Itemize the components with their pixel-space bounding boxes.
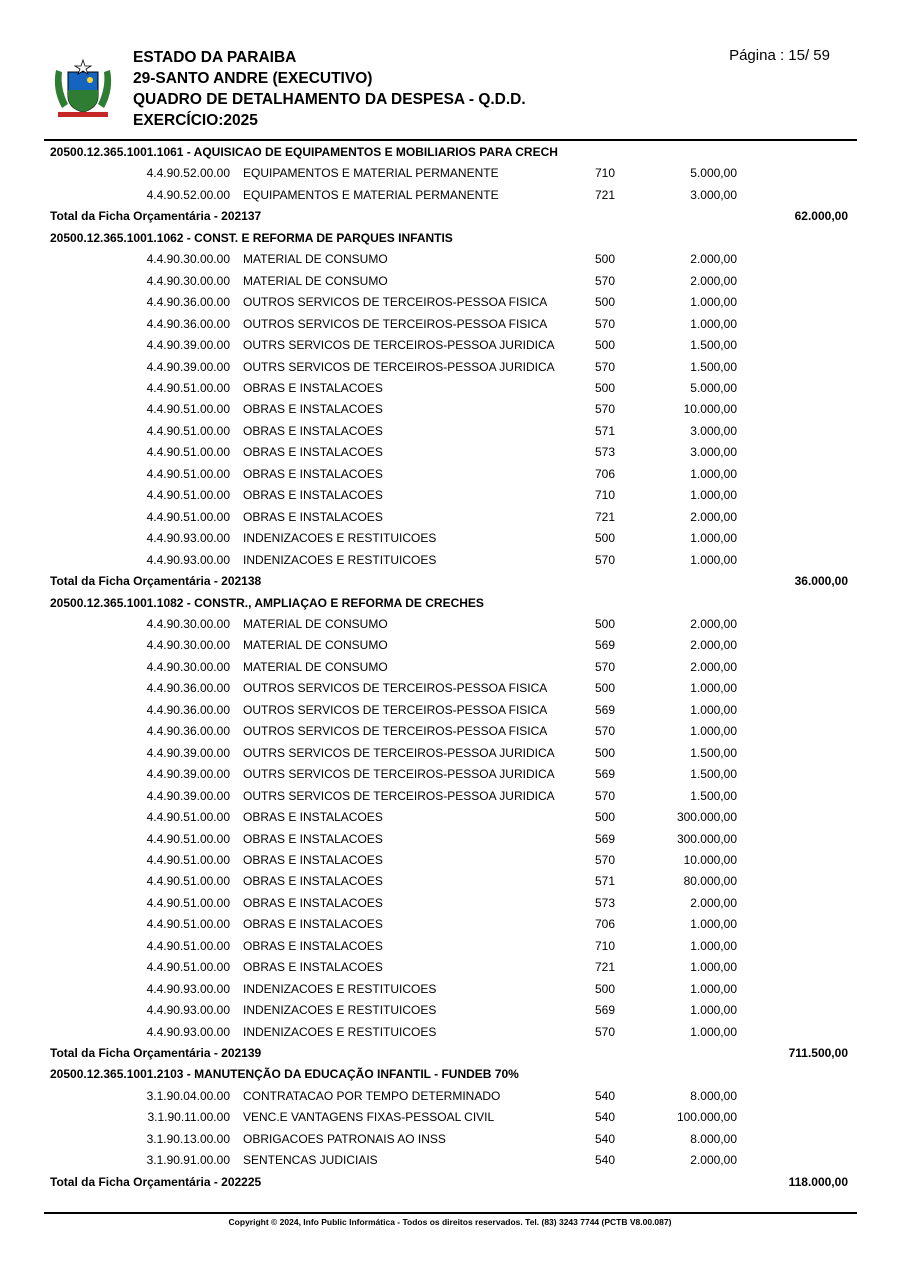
amount: 2.000,00 bbox=[690, 616, 737, 631]
resource-source: 500 bbox=[595, 981, 616, 996]
expense-description: MATERIAL DE CONSUMO bbox=[243, 252, 388, 267]
amount: 2.000,00 bbox=[690, 1153, 737, 1168]
expense-description: OBRAS E INSTALACOES bbox=[243, 895, 383, 910]
resource-source: 569 bbox=[595, 702, 616, 717]
amount: 10.000,00 bbox=[683, 402, 737, 417]
expense-description: OUTRS SERVICOS DE TERCEIROS-PESSOA JURIDICA bbox=[243, 767, 555, 782]
table-row bbox=[50, 764, 850, 785]
resource-source: 500 bbox=[595, 338, 616, 353]
amount: 1.000,00 bbox=[690, 295, 737, 310]
resource-source: 570 bbox=[595, 402, 616, 417]
amount: 1.000,00 bbox=[690, 1003, 737, 1018]
amount: 2.000,00 bbox=[690, 638, 737, 653]
table-row bbox=[50, 335, 850, 356]
table-row bbox=[50, 657, 850, 678]
amount: 1.000,00 bbox=[690, 981, 737, 996]
expense-code: 4.4.90.36.00.00 bbox=[146, 681, 230, 696]
expense-description: SENTENCAS JUDICIAIS bbox=[243, 1153, 378, 1168]
expense-table bbox=[50, 142, 850, 1193]
total-amount: 36.000,00 bbox=[794, 574, 848, 589]
expense-description: OUTROS SERVICOS DE TERCEIROS-PESSOA FISICA bbox=[243, 316, 548, 331]
amount: 100.000,00 bbox=[676, 1110, 737, 1125]
expense-description: OUTRS SERVICOS DE TERCEIROS-PESSOA JURIDICA bbox=[243, 788, 555, 803]
amount: 1.000,00 bbox=[690, 917, 737, 932]
total-label: Total da Ficha Orçamentária - 202139 bbox=[50, 1046, 262, 1061]
table-row bbox=[50, 829, 850, 850]
resource-source: 540 bbox=[595, 1153, 616, 1168]
expense-description: OBRAS E INSTALACOES bbox=[243, 423, 383, 438]
amount: 1.000,00 bbox=[690, 702, 737, 717]
table-row bbox=[50, 314, 850, 335]
table-row bbox=[50, 743, 850, 764]
table-row bbox=[50, 1086, 850, 1107]
section-heading: 20500.12.365.1001.2103 - MANUTENÇÃO DA EDUCAÇÃO INFANTIL - FUNDEB 70% bbox=[50, 1067, 519, 1082]
section-total-row bbox=[50, 1172, 850, 1193]
expense-code: 4.4.90.93.00.00 bbox=[146, 1003, 230, 1018]
resource-source: 570 bbox=[595, 316, 616, 331]
expense-code: 4.4.90.52.00.00 bbox=[146, 187, 230, 202]
table-row bbox=[50, 914, 850, 935]
expense-code: 3.1.90.91.00.00 bbox=[146, 1153, 230, 1168]
amount: 3.000,00 bbox=[690, 187, 737, 202]
expense-code: 4.4.90.36.00.00 bbox=[146, 702, 230, 717]
expense-code: 4.4.90.51.00.00 bbox=[146, 423, 230, 438]
table-row bbox=[50, 185, 850, 206]
expense-code: 4.4.90.51.00.00 bbox=[146, 810, 230, 825]
expense-code: 4.4.90.93.00.00 bbox=[146, 531, 230, 546]
table-row bbox=[50, 1150, 850, 1171]
table-row bbox=[50, 1022, 850, 1043]
resource-source: 500 bbox=[595, 616, 616, 631]
total-amount: 711.500,00 bbox=[788, 1046, 848, 1061]
resource-source: 500 bbox=[595, 295, 616, 310]
resource-source: 570 bbox=[595, 552, 616, 567]
table-row bbox=[50, 528, 850, 549]
expense-description: INDENIZACOES E RESTITUICOES bbox=[243, 1024, 437, 1039]
table-row bbox=[50, 271, 850, 292]
expense-code: 4.4.90.93.00.00 bbox=[146, 1024, 230, 1039]
amount: 80.000,00 bbox=[683, 874, 737, 889]
expense-code: 4.4.90.51.00.00 bbox=[146, 488, 230, 503]
expense-code: 4.4.90.51.00.00 bbox=[146, 466, 230, 481]
expense-code: 4.4.90.39.00.00 bbox=[146, 745, 230, 760]
amount: 2.000,00 bbox=[690, 252, 737, 267]
expense-code: 4.4.90.51.00.00 bbox=[146, 402, 230, 417]
expense-description: OBRAS E INSTALACOES bbox=[243, 960, 383, 975]
expense-code: 4.4.90.30.00.00 bbox=[146, 616, 230, 631]
resource-source: 569 bbox=[595, 1003, 616, 1018]
expense-description: OBRAS E INSTALACOES bbox=[243, 488, 383, 503]
amount: 3.000,00 bbox=[690, 423, 737, 438]
amount: 10.000,00 bbox=[683, 852, 737, 867]
section-total-row bbox=[50, 1043, 850, 1064]
section-heading: 20500.12.365.1001.1082 - CONSTR., AMPLIAÇAO E REFORMA DE CRECHES bbox=[50, 595, 484, 610]
amount: 1.000,00 bbox=[690, 552, 737, 567]
resource-source: 500 bbox=[595, 681, 616, 696]
expense-code: 4.4.90.51.00.00 bbox=[146, 852, 230, 867]
amount: 1.000,00 bbox=[690, 466, 737, 481]
table-row bbox=[50, 1107, 850, 1128]
expense-description: OBRAS E INSTALACOES bbox=[243, 810, 383, 825]
resource-source: 540 bbox=[595, 1088, 616, 1103]
table-row bbox=[50, 721, 850, 742]
expense-code: 4.4.90.51.00.00 bbox=[146, 831, 230, 846]
amount: 2.000,00 bbox=[690, 659, 737, 674]
header-report-title: QUADRO DE DETALHAMENTO DA DESPESA - Q.D.D. bbox=[133, 91, 526, 108]
footer-divider bbox=[44, 1212, 857, 1214]
table-row bbox=[50, 464, 850, 485]
expense-code: 4.4.90.30.00.00 bbox=[146, 252, 230, 267]
section-total-row bbox=[50, 206, 850, 227]
amount: 5.000,00 bbox=[690, 166, 737, 181]
expense-code: 4.4.90.51.00.00 bbox=[146, 445, 230, 460]
resource-source: 570 bbox=[595, 852, 616, 867]
total-label: Total da Ficha Orçamentária - 202137 bbox=[50, 209, 262, 224]
amount: 8.000,00 bbox=[690, 1131, 737, 1146]
amount: 1.000,00 bbox=[690, 531, 737, 546]
amount: 1.000,00 bbox=[690, 724, 737, 739]
expense-description: OBRAS E INSTALACOES bbox=[243, 831, 383, 846]
expense-code: 3.1.90.11.00.00 bbox=[147, 1110, 230, 1125]
table-row bbox=[50, 1000, 850, 1021]
expense-code: 4.4.90.39.00.00 bbox=[146, 767, 230, 782]
table-row bbox=[50, 957, 850, 978]
table-row bbox=[50, 442, 850, 463]
expense-description: OBRAS E INSTALACOES bbox=[243, 466, 383, 481]
amount: 1.500,00 bbox=[690, 788, 737, 803]
expense-description: OBRIGACOES PATRONAIS AO INSS bbox=[243, 1131, 446, 1146]
expense-description: OUTRS SERVICOS DE TERCEIROS-PESSOA JURIDICA bbox=[243, 359, 555, 374]
table-row bbox=[50, 635, 850, 656]
table-row bbox=[50, 163, 850, 184]
amount: 3.000,00 bbox=[690, 445, 737, 460]
total-label: Total da Ficha Orçamentária - 202225 bbox=[50, 1174, 262, 1189]
expense-code: 4.4.90.30.00.00 bbox=[146, 273, 230, 288]
expense-code: 4.4.90.51.00.00 bbox=[146, 874, 230, 889]
expense-description: OUTRS SERVICOS DE TERCEIROS-PESSOA JURIDICA bbox=[243, 745, 555, 760]
header-state: ESTADO DA PARAIBA bbox=[133, 49, 297, 66]
table-row bbox=[50, 700, 850, 721]
amount: 1.000,00 bbox=[690, 681, 737, 696]
header-fiscal-year: EXERCÍCIO:2025 bbox=[133, 112, 258, 129]
expense-description: EQUIPAMENTOS E MATERIAL PERMANENTE bbox=[243, 187, 499, 202]
expense-description: VENC.E VANTAGENS FIXAS-PESSOAL CIVIL bbox=[243, 1110, 495, 1125]
expense-code: 4.4.90.52.00.00 bbox=[146, 166, 230, 181]
total-amount: 118.000,00 bbox=[788, 1174, 848, 1189]
resource-source: 570 bbox=[595, 273, 616, 288]
expense-description: OBRAS E INSTALACOES bbox=[243, 509, 383, 524]
table-row bbox=[50, 850, 850, 871]
expense-description: INDENIZACOES E RESTITUICOES bbox=[243, 552, 437, 567]
resource-source: 569 bbox=[595, 767, 616, 782]
resource-source: 570 bbox=[595, 788, 616, 803]
resource-source: 500 bbox=[595, 531, 616, 546]
table-row bbox=[50, 550, 850, 571]
expense-description: OBRAS E INSTALACOES bbox=[243, 445, 383, 460]
total-label: Total da Ficha Orçamentária - 202138 bbox=[50, 574, 262, 589]
expense-code: 4.4.90.51.00.00 bbox=[146, 509, 230, 524]
expense-description: OBRAS E INSTALACOES bbox=[243, 917, 383, 932]
amount: 2.000,00 bbox=[690, 273, 737, 288]
resource-source: 570 bbox=[595, 724, 616, 739]
resource-source: 721 bbox=[595, 960, 616, 975]
table-row bbox=[50, 893, 850, 914]
resource-source: 573 bbox=[595, 445, 616, 460]
expense-code: 4.4.90.93.00.00 bbox=[146, 552, 230, 567]
resource-source: 569 bbox=[595, 831, 616, 846]
table-row bbox=[50, 614, 850, 635]
expense-code: 4.4.90.51.00.00 bbox=[146, 938, 230, 953]
resource-source: 571 bbox=[595, 423, 616, 438]
table-row bbox=[50, 678, 850, 699]
amount: 1.500,00 bbox=[690, 359, 737, 374]
expense-description: MATERIAL DE CONSUMO bbox=[243, 273, 388, 288]
amount: 1.500,00 bbox=[690, 767, 737, 782]
table-row bbox=[50, 936, 850, 957]
resource-source: 540 bbox=[595, 1131, 616, 1146]
expense-description: OBRAS E INSTALACOES bbox=[243, 874, 383, 889]
expense-code: 4.4.90.30.00.00 bbox=[146, 638, 230, 653]
resource-source: 500 bbox=[595, 252, 616, 267]
table-row bbox=[50, 979, 850, 1000]
resource-source: 571 bbox=[595, 874, 616, 889]
expense-code: 4.4.90.39.00.00 bbox=[146, 338, 230, 353]
expense-description: MATERIAL DE CONSUMO bbox=[243, 659, 388, 674]
table-row bbox=[50, 399, 850, 420]
expense-description: INDENIZACOES E RESTITUICOES bbox=[243, 531, 437, 546]
amount: 2.000,00 bbox=[690, 895, 737, 910]
expense-code: 4.4.90.93.00.00 bbox=[146, 981, 230, 996]
table-row bbox=[50, 249, 850, 270]
expense-description: INDENIZACOES E RESTITUICOES bbox=[243, 981, 437, 996]
amount: 300.000,00 bbox=[676, 831, 737, 846]
expense-code: 4.4.90.36.00.00 bbox=[146, 316, 230, 331]
amount: 1.500,00 bbox=[690, 745, 737, 760]
expense-code: 3.1.90.13.00.00 bbox=[146, 1131, 230, 1146]
resource-source: 500 bbox=[595, 745, 616, 760]
table-row bbox=[50, 357, 850, 378]
expense-description: OBRAS E INSTALACOES bbox=[243, 852, 383, 867]
amount: 1.000,00 bbox=[690, 938, 737, 953]
expense-description: MATERIAL DE CONSUMO bbox=[243, 638, 388, 653]
expense-code: 4.4.90.39.00.00 bbox=[146, 359, 230, 374]
expense-code: 4.4.90.51.00.00 bbox=[146, 960, 230, 975]
amount: 1.000,00 bbox=[690, 960, 737, 975]
header-divider bbox=[44, 139, 857, 141]
section-total-row bbox=[50, 571, 850, 592]
resource-source: 721 bbox=[595, 187, 616, 202]
expense-code: 4.4.90.51.00.00 bbox=[146, 380, 230, 395]
expense-code: 4.4.90.39.00.00 bbox=[146, 788, 230, 803]
amount: 8.000,00 bbox=[690, 1088, 737, 1103]
table-row bbox=[50, 421, 850, 442]
expense-description: OUTROS SERVICOS DE TERCEIROS-PESSOA FISICA bbox=[243, 681, 548, 696]
table-row bbox=[50, 292, 850, 313]
resource-source: 573 bbox=[595, 895, 616, 910]
expense-description: MATERIAL DE CONSUMO bbox=[243, 616, 388, 631]
footer-copyright: Copyright © 2024, Info Public Informática - Todos os direitos reservados. Tel. (83) 3243 7744 (PCTB V8.00.087) bbox=[228, 1217, 672, 1227]
amount: 1.500,00 bbox=[690, 338, 737, 353]
amount: 1.000,00 bbox=[690, 316, 737, 331]
expense-description: OUTROS SERVICOS DE TERCEIROS-PESSOA FISICA bbox=[243, 295, 548, 310]
resource-source: 710 bbox=[595, 938, 616, 953]
resource-source: 570 bbox=[595, 359, 616, 374]
resource-source: 500 bbox=[595, 810, 616, 825]
table-row bbox=[50, 378, 850, 399]
expense-description: OBRAS E INSTALACOES bbox=[243, 402, 383, 417]
expense-code: 4.4.90.30.00.00 bbox=[146, 659, 230, 674]
resource-source: 500 bbox=[595, 380, 616, 395]
table-row bbox=[50, 1129, 850, 1150]
table-row bbox=[50, 507, 850, 528]
state-coat-of-arms-icon bbox=[50, 58, 116, 120]
header-entity: 29-SANTO ANDRE (EXECUTIVO) bbox=[133, 70, 373, 87]
expense-code: 4.4.90.51.00.00 bbox=[146, 895, 230, 910]
amount: 2.000,00 bbox=[690, 509, 737, 524]
table-row bbox=[50, 807, 850, 828]
expense-description: OUTRS SERVICOS DE TERCEIROS-PESSOA JURIDICA bbox=[243, 338, 555, 353]
amount: 300.000,00 bbox=[676, 810, 737, 825]
expense-code: 4.4.90.36.00.00 bbox=[146, 724, 230, 739]
expense-description: INDENIZACOES E RESTITUICOES bbox=[243, 1003, 437, 1018]
amount: 1.000,00 bbox=[690, 488, 737, 503]
resource-source: 706 bbox=[595, 917, 616, 932]
resource-source: 710 bbox=[595, 488, 616, 503]
resource-source: 570 bbox=[595, 659, 616, 674]
expense-description: CONTRATACAO POR TEMPO DETERMINADO bbox=[243, 1088, 501, 1103]
resource-source: 710 bbox=[595, 166, 616, 181]
expense-description: EQUIPAMENTOS E MATERIAL PERMANENTE bbox=[243, 166, 499, 181]
expense-code: 3.1.90.04.00.00 bbox=[146, 1088, 230, 1103]
total-amount: 62.000,00 bbox=[794, 209, 848, 224]
resource-source: 569 bbox=[595, 638, 616, 653]
expense-description: OBRAS E INSTALACOES bbox=[243, 938, 383, 953]
resource-source: 570 bbox=[595, 1024, 616, 1039]
page-number: Página : 15/ 59 bbox=[729, 47, 830, 64]
resource-source: 540 bbox=[595, 1110, 616, 1125]
section-heading: 20500.12.365.1001.1062 - CONST. E REFORMA DE PARQUES INFANTIS bbox=[50, 230, 453, 245]
section-heading: 20500.12.365.1001.1061 - AQUISICAO DE EQUIPAMENTOS E MOBILIARIOS PARA CRECH bbox=[50, 145, 558, 159]
expense-code: 4.4.90.51.00.00 bbox=[146, 917, 230, 932]
expense-description: OUTROS SERVICOS DE TERCEIROS-PESSOA FISICA bbox=[243, 724, 548, 739]
resource-source: 721 bbox=[595, 509, 616, 524]
table-row bbox=[50, 871, 850, 892]
expense-code: 4.4.90.36.00.00 bbox=[146, 295, 230, 310]
expense-description: OBRAS E INSTALACOES bbox=[243, 380, 383, 395]
expense-description: OUTROS SERVICOS DE TERCEIROS-PESSOA FISICA bbox=[243, 702, 548, 717]
resource-source: 706 bbox=[595, 466, 616, 481]
amount: 5.000,00 bbox=[690, 380, 737, 395]
table-row bbox=[50, 786, 850, 807]
amount: 1.000,00 bbox=[690, 1024, 737, 1039]
table-row bbox=[50, 485, 850, 506]
report-header bbox=[133, 47, 526, 131]
